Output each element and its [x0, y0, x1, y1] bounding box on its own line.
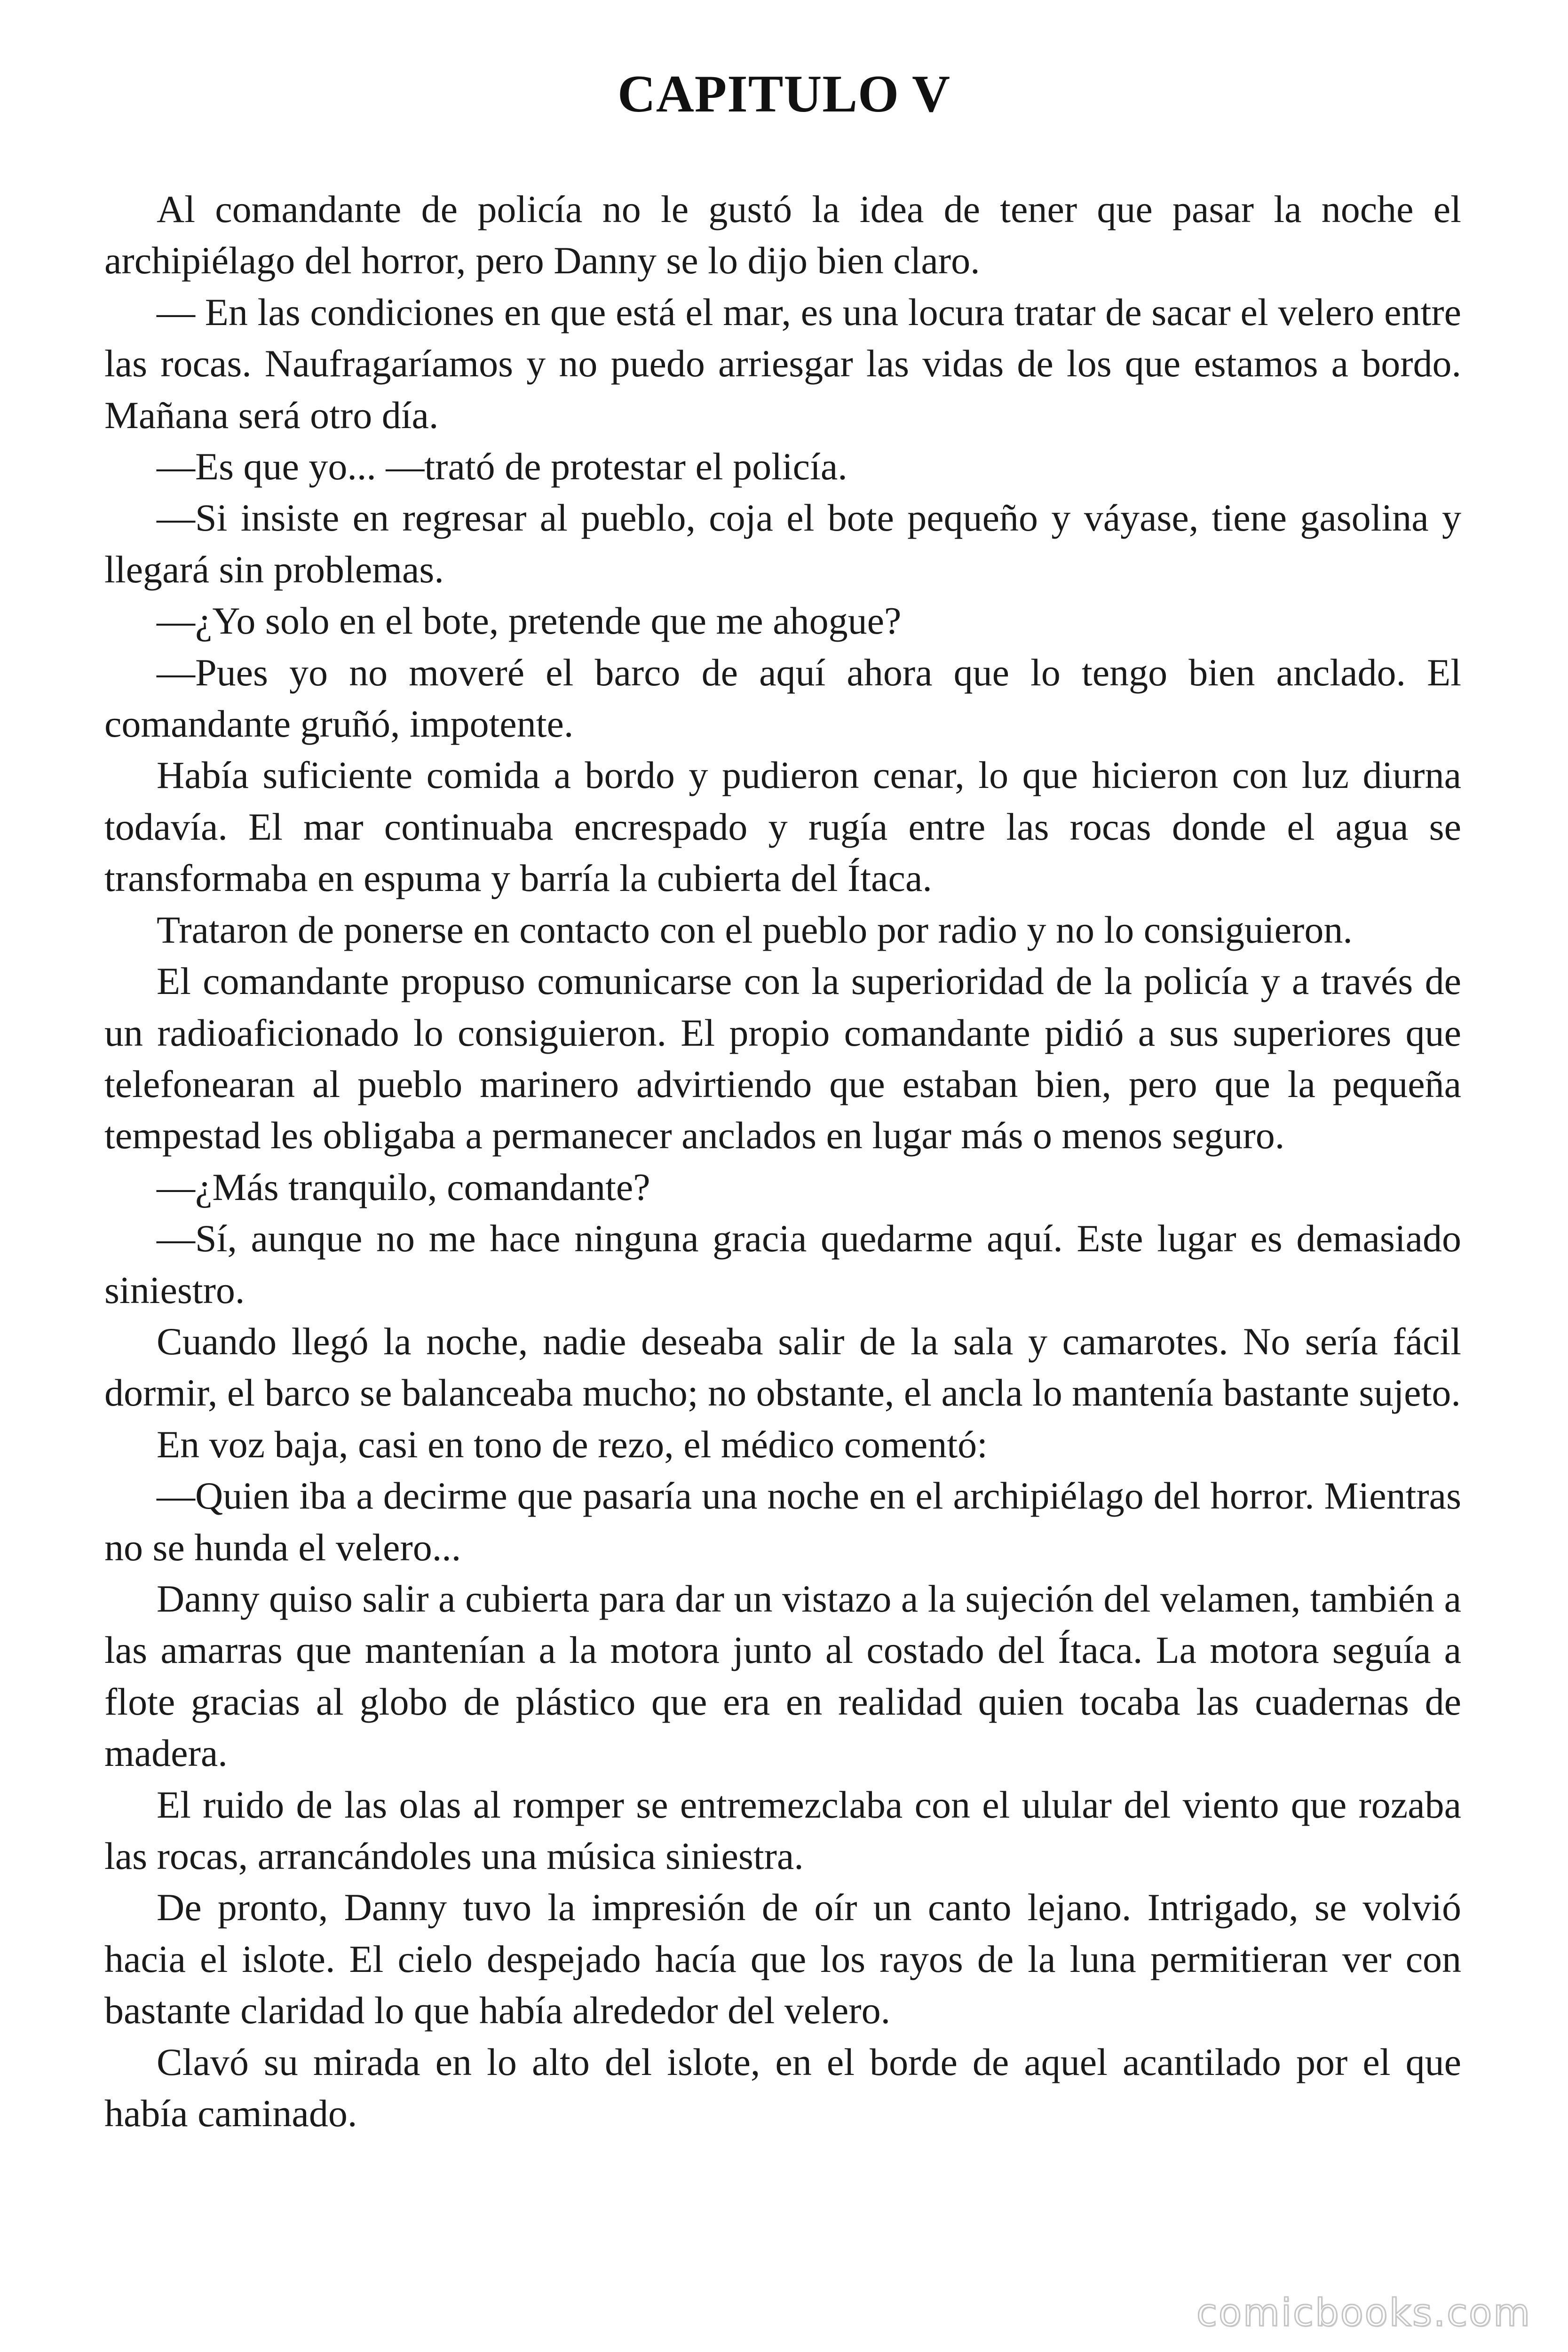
paragraph: —Si insiste en regresar al pueblo, coja el bote pequeño y váyase, tiene gasolina y llegará sin problemas. [104, 496, 1461, 591]
paragraph: —¿Más tranquilo, comandante? [157, 1165, 650, 1208]
paragraph: Danny quiso salir a cubierta para dar un vistazo a la sujeción del velamen, también a las amarras que mantenían a la motora junto al costado del Ítaca. La motora seguía a flote gracias al globo de plástico que era en realidad quien tocaba las cuadernas de madera. [104, 1577, 1461, 1775]
paragraph: —Quien iba a decirme que pasaría una noche en el archipiélago del horror. Mientras no se hunda el velero... [104, 1474, 1461, 1569]
paragraph: Clavó su mirada en lo alto del islote, en el borde de aquel acantilado por el que había caminado. [104, 2040, 1461, 2135]
paragraph: Trataron de ponerse en contacto con el pueblo por radio y no lo consiguieron. [157, 908, 1353, 951]
chapter-body [104, 183, 1461, 2139]
paragraph: De pronto, Danny tuvo la impresión de oír un canto lejano. Intrigado, se volvió hacia el islote. El cielo despejado hacía que los rayos de la luna permitieran ver con bastante claridad lo que había alrededor del velero. [104, 1886, 1461, 2032]
paragraph: —Es que yo... —trató de protestar el policía. [157, 445, 847, 488]
paragraph: Al comandante de policía no le gustó la idea de tener que pasar la noche el archipiélago del horror, pero Danny se lo dijo bien claro. [104, 188, 1461, 282]
paragraph: Había suficiente comida a bordo y pudieron cenar, lo que hicieron con luz diurna todavía. El mar continuaba encrespado y rugía entre las rocas donde el agua se transformaba en espuma y barría la cubierta del Ítaca. [104, 754, 1461, 900]
paragraph: —Pues yo no moveré el barco de aquí ahora que lo tengo bien anclado. El comandante gruñó, impotente. [104, 651, 1461, 746]
paragraph: El comandante propuso comunicarse con la superioridad de la policía y a través de un radioaficionado lo consiguieron. El propio comandante pidió a sus superiores que telefonearan al pueblo marinero advirtiendo que estaban bien, pero que la pequeña tempestad les obligaba a permanecer anclados en lugar más o menos seguro. [104, 960, 1461, 1157]
paragraph: El ruido de las olas al romper se entremezclaba con el ulular del viento que rozaba las rocas, arrancándoles una música siniestra. [104, 1783, 1461, 1877]
watermark: comicbooks.com [1196, 2291, 1531, 2335]
paragraph: En voz baja, casi en tono de rezo, el médico comentó: [157, 1422, 988, 1466]
paragraph: —Sí, aunque no me hace ninguna gracia quedarme aquí. Este lugar es demasiado siniestro. [104, 1217, 1461, 1311]
paragraph: — En las condiciones en que está el mar, es una locura tratar de sacar el velero entre las rocas. Naufragaríamos y no puedo arriesgar las vidas de los que estamos a bordo. Mañana será otro día. [104, 290, 1461, 437]
chapter-title: CAPITULO V [617, 65, 951, 123]
paragraph: —¿Yo solo en el bote, pretende que me ahogue? [157, 599, 902, 643]
paragraph: Cuando llegó la noche, nadie deseaba salir de la sala y camarotes. No sería fácil dormir, el barco se balanceaba mucho; no obstante, el ancla lo mantenía bastante sujeto. [104, 1319, 1461, 1414]
